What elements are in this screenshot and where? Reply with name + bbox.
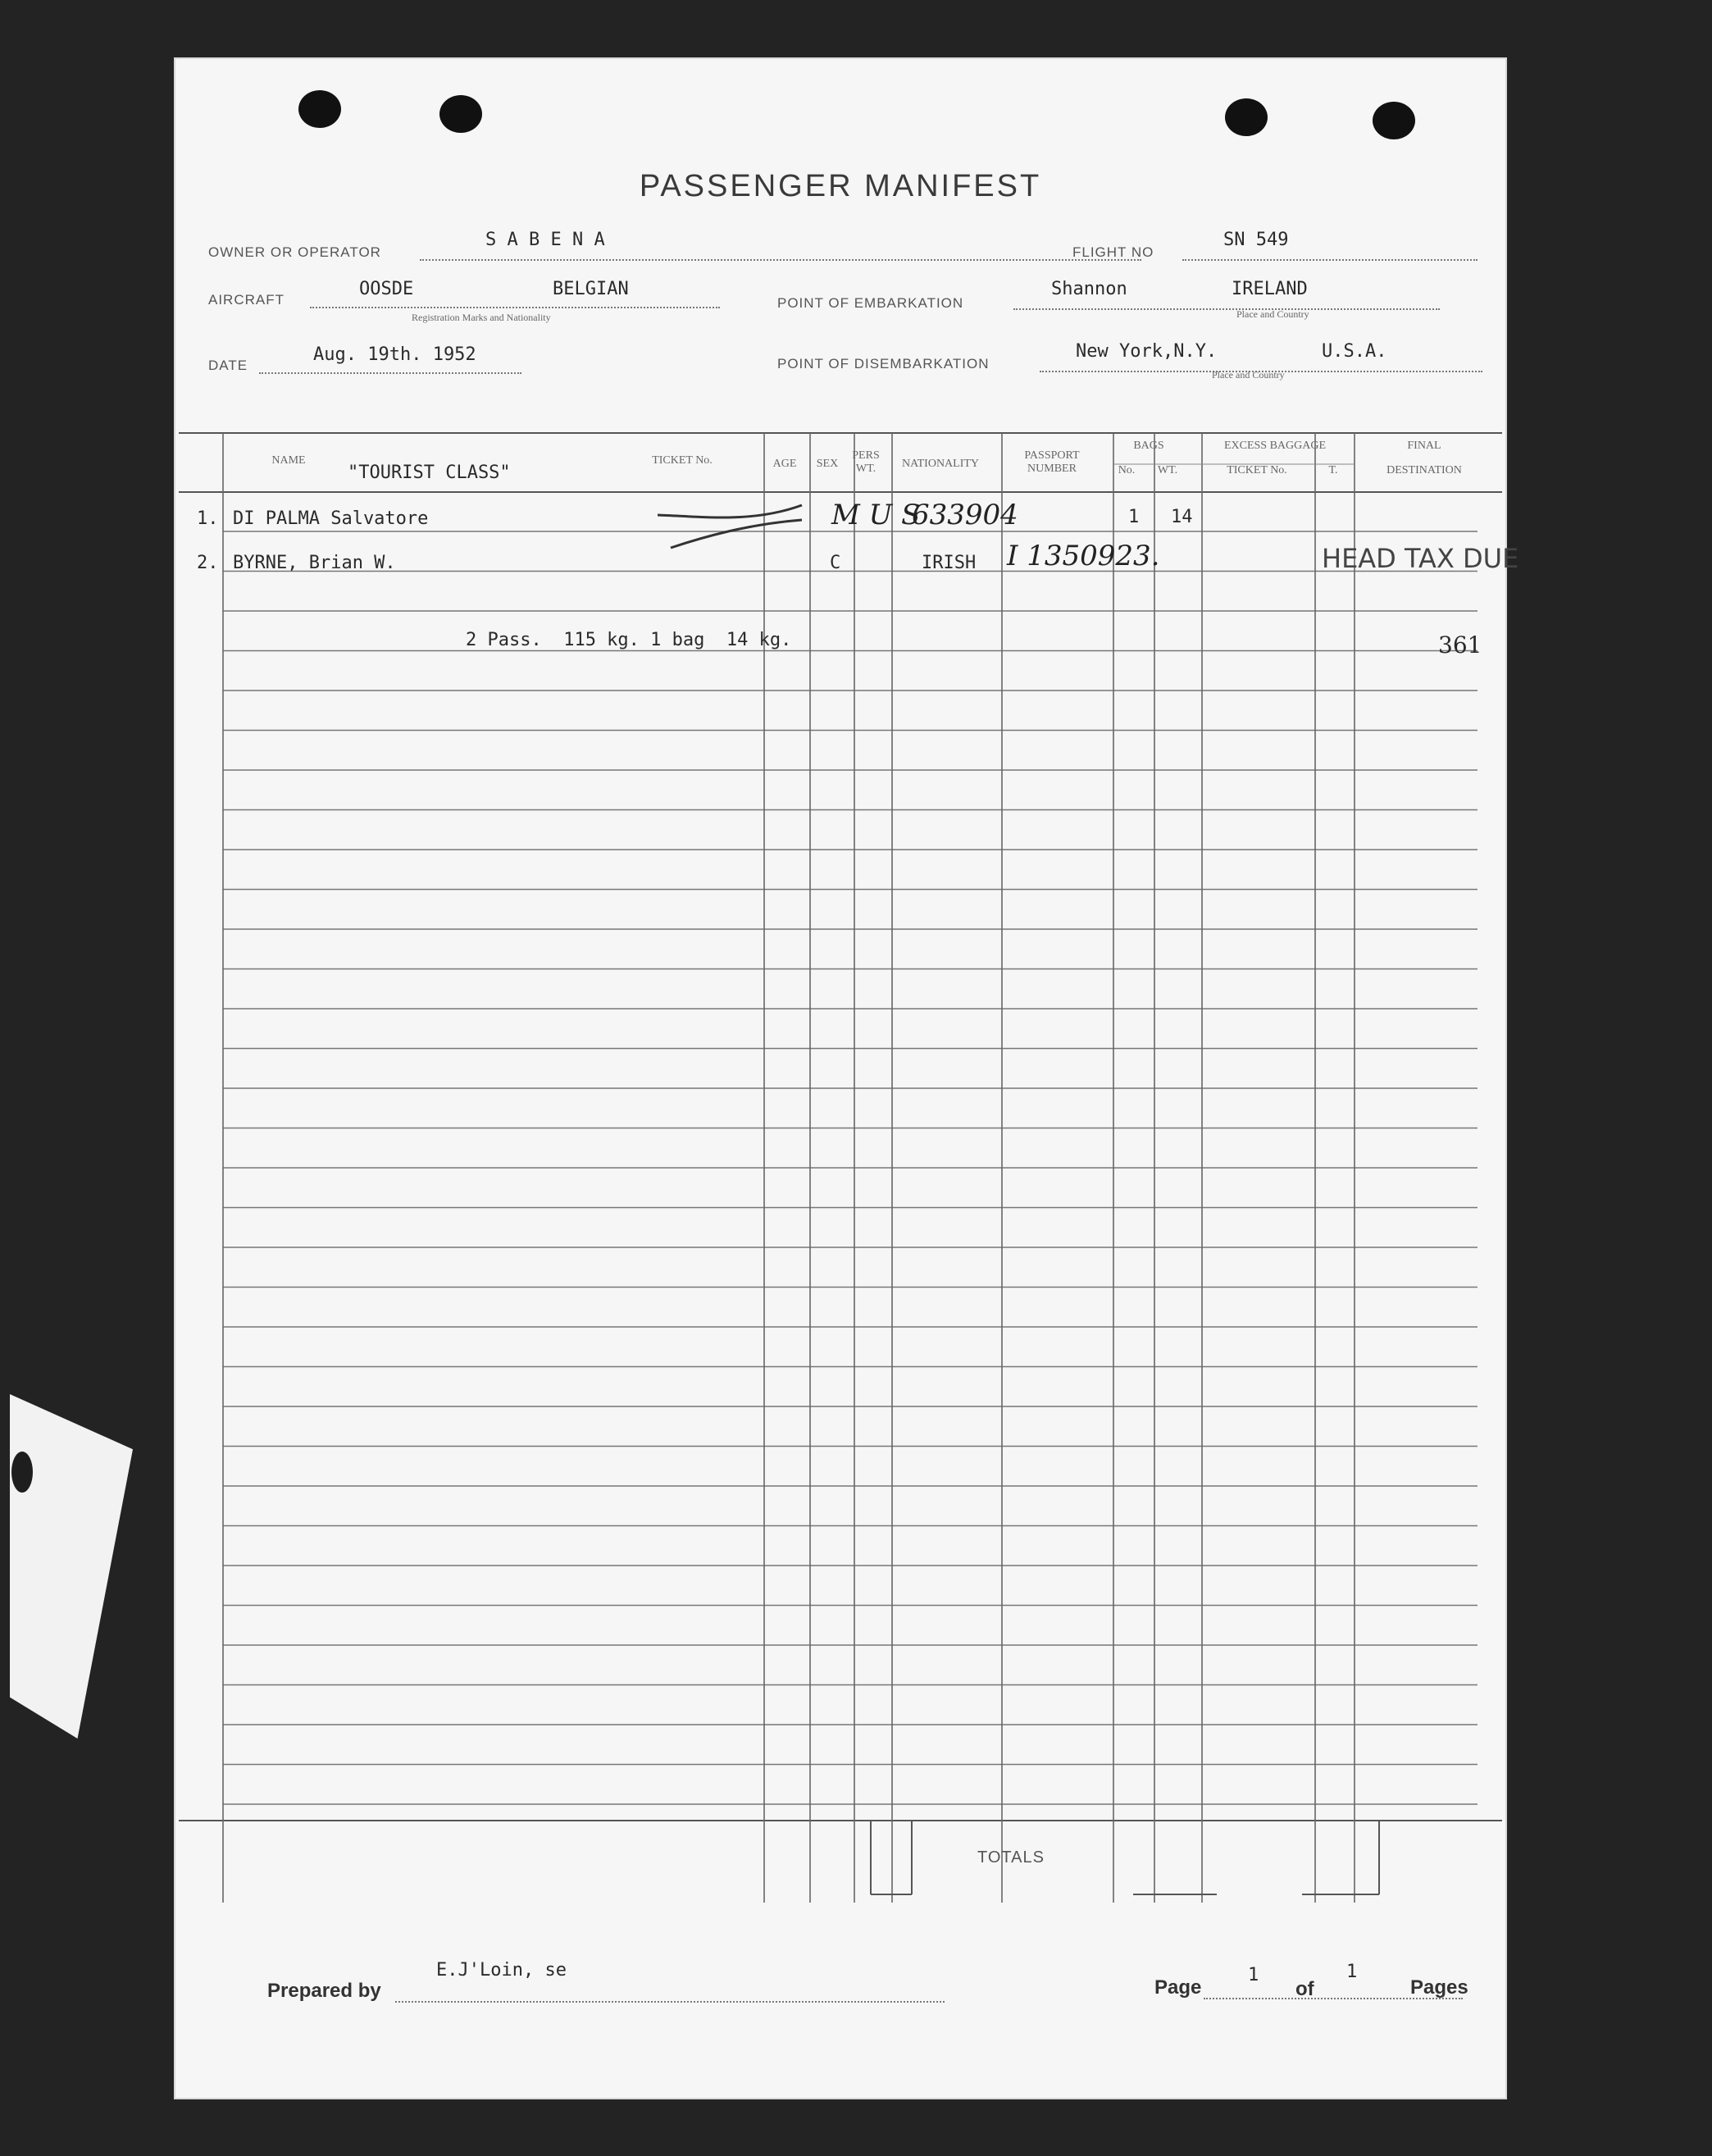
col-age-header: AGE <box>772 458 797 470</box>
owner-label: OWNER OR OPERATOR <box>208 244 381 260</box>
flight-no-label: FLIGHT NO <box>1072 244 1154 260</box>
passenger-name: BYRNE, Brian W. <box>233 553 396 573</box>
stamp-number: 361 <box>1438 631 1482 659</box>
prepared-by-label: Prepared by <box>267 1980 381 2002</box>
aircraft-sublabel: Registration Marks and Nationality <box>412 312 551 323</box>
class-label: "TOURIST CLASS" <box>348 463 511 483</box>
aircraft-nat-value: BELGIAN <box>553 279 629 299</box>
embarkation-place-value: Shannon <box>1051 279 1127 299</box>
col-passport-header: PASSPORT NUMBER <box>1024 449 1080 475</box>
col-excess-ticket-header: TICKET No. <box>1227 464 1287 476</box>
manifest-sheet <box>174 57 1519 2099</box>
embarkation-label: POINT OF EMBARKATION <box>777 295 964 311</box>
col-excess-header: EXCESS BAGGAGE <box>1223 440 1327 452</box>
page-total: 1 <box>1346 1962 1358 1982</box>
col-pers-wt-header: PERS WT. <box>852 449 880 475</box>
disembarkation-country-value: U.S.A. <box>1322 341 1387 362</box>
col-final-header: FINAL <box>1407 440 1441 452</box>
col-nationality-header: NATIONALITY <box>901 458 980 470</box>
passenger-sex: C <box>830 553 841 573</box>
scrap-punch-hole <box>11 1452 33 1493</box>
col-bags-header: BAGS <box>1133 440 1164 452</box>
flight-no-value: SN 549 <box>1223 230 1289 250</box>
aircraft-label: AIRCRAFT <box>208 292 285 308</box>
disembarkation-sublabel: Place and Country <box>1212 369 1285 381</box>
check-mark-scribble <box>654 490 810 556</box>
passenger-nationality: IRISH <box>922 553 977 573</box>
col-bags-no-header: No. <box>1118 464 1136 476</box>
row-number: 2. <box>197 553 219 573</box>
of-label: of <box>1295 1978 1314 2000</box>
sex-nationality-handwritten: M U S <box>831 499 921 531</box>
passport-handwritten: 633904 <box>912 499 1018 531</box>
col-bags-wt-header: WT. <box>1157 464 1178 476</box>
embarkation-sublabel: Place and Country <box>1236 308 1309 320</box>
totals-label: TOTALS <box>977 1848 1045 1867</box>
pages-label: Pages <box>1410 1976 1468 1999</box>
disembarkation-label: POINT OF DISEMBARKATION <box>777 356 990 371</box>
prepared-by-line <box>395 2001 945 2003</box>
passport-handwritten: I 1350923. <box>1007 540 1160 572</box>
prepared-by-value: E.J'Loin, se <box>436 1960 567 1981</box>
date-label: DATE <box>208 358 248 373</box>
bag-count: 1 <box>1128 507 1140 527</box>
disembarkation-place-value: New York,N.Y. <box>1076 341 1218 362</box>
col-name-header: NAME <box>271 454 306 467</box>
row-number: 1. <box>197 508 219 529</box>
col-ticket-header: TICKET No. <box>652 454 713 467</box>
bag-weight: 14 <box>1171 507 1193 527</box>
manifest-table-grid <box>174 57 1507 2099</box>
page-number: 1 <box>1248 1965 1259 1985</box>
head-tax-stamp: HEAD TAX DUE <box>1322 543 1519 574</box>
owner-value: S A B E N A <box>485 230 605 250</box>
col-sex-header: SEX <box>816 458 839 470</box>
col-excess-t-header: T. <box>1328 464 1338 476</box>
passenger-name: DI PALMA Salvatore <box>233 508 429 529</box>
date-value: Aug. 19th. 1952 <box>313 344 476 365</box>
summary-line: 2 Pass. 115 kg. 1 bag 14 kg. <box>466 630 792 650</box>
embarkation-country-value: IRELAND <box>1232 279 1308 299</box>
col-destination-header: DESTINATION <box>1386 464 1462 476</box>
page-label: Page <box>1154 1976 1202 1999</box>
page-title: PASSENGER MANIFEST <box>639 169 1042 203</box>
aircraft-reg-value: OOSDE <box>359 279 414 299</box>
